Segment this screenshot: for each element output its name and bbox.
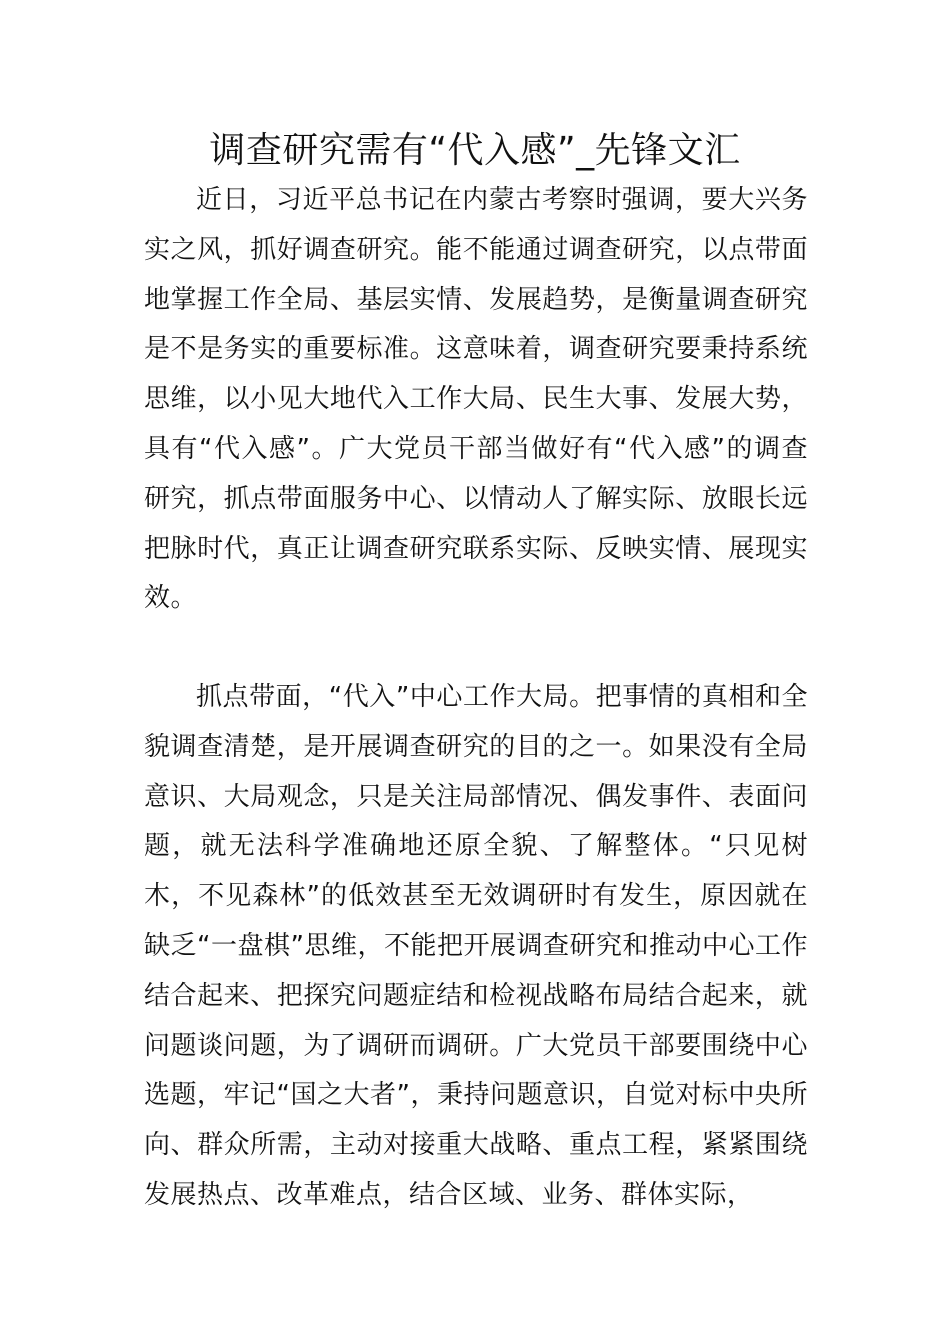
document-title: 调查研究需有“代入感”_先锋文汇 [209, 130, 741, 171]
paragraph-1: 近日，习近平总书记在内蒙古考察时强调，要大兴务实之风，抓好调查研究。能不能通过调查研究，以点带面地掌握工作全局、基层实情、发展趋势，是衡量调查研究是不是务实的重要标准。这意味着，调查研究要秉持系统思维，以小见大地代入工作大局、民生大事、发展大势，具有“代入感”。广大党员干部当做好有“代入感”的调查研究，抓点带面服务中心、以情动人了解实际、放眼长远把脉时代，真正让调查研究联系实际、反映实情、展现实效。 [144, 185, 808, 614]
paragraph-2: 抓点带面，“代入”中心工作大局。把事情的真相和全貌调查清楚，是开展调查研究的目的之一。如果没有全局意识、大局观念，只是关注局部情况、偶发事件、表面问题，就无法科学准确地还原全貌、了解整体。“只见树木，不见森林”的低效甚至无效调研时有发生，原因就在缺乏“一盘棋”思维，不能把开展调查研究和推动中心工作结合起来、把探究问题症结和检视战略布局结合起来，就问题谈问题，为了调研而调研。广大党员干部要围绕中心选题，牢记“国之大者”，秉持问题意识，自觉对标中央所向、群众所需，主动对接重大战略、重点工程，紧紧围绕发展热点、改革难点，结合区域、业务、群体实际， [144, 682, 808, 1210]
